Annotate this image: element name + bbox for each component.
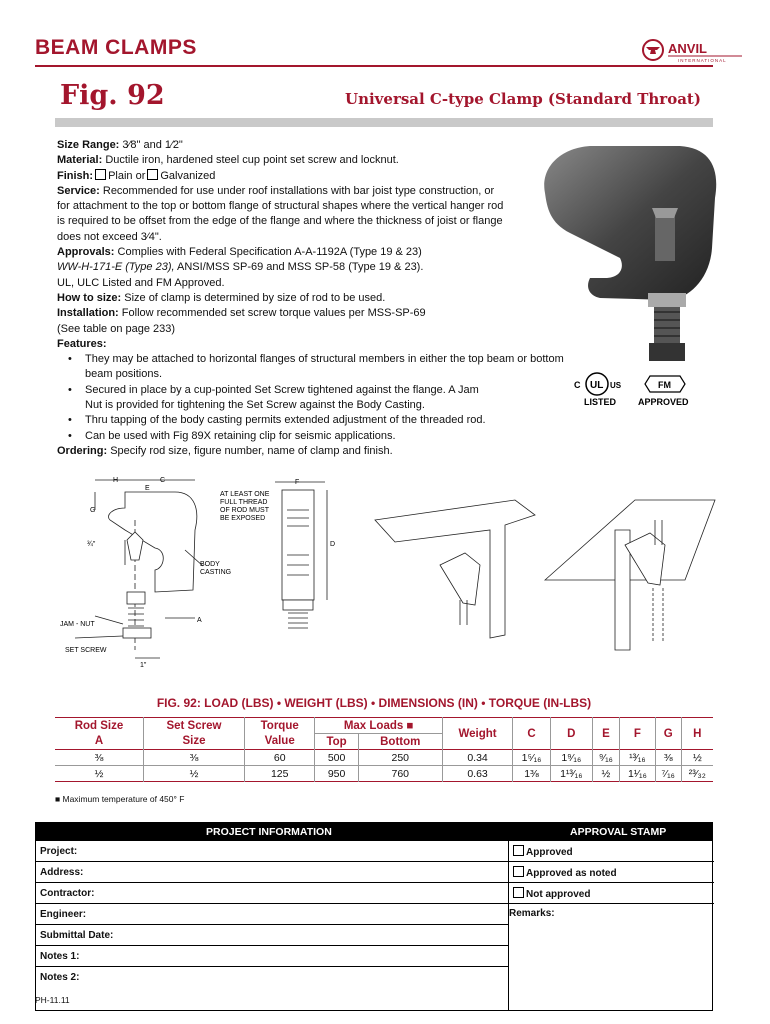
approved-as-noted-option[interactable] xyxy=(509,862,714,883)
header-set-screw: Set Screw xyxy=(143,718,244,734)
cert-c: C xyxy=(574,380,581,390)
notes-1-field[interactable]: Notes 1: xyxy=(36,946,508,967)
clamp-photo xyxy=(530,128,730,368)
material-label: Material: xyxy=(57,154,103,167)
product-subtitle: Universal C-type Clamp (Standard Throat) xyxy=(345,90,701,108)
installation-value: Follow recommended set screw torque values per MSS-SP-69 xyxy=(121,307,426,320)
contractor-field[interactable]: Contractor: xyxy=(36,883,508,904)
approved-label: Approved xyxy=(526,847,573,858)
table-cell: 0.34 xyxy=(442,750,513,766)
howto-value: Size of clamp is determined by size of rod to be used. xyxy=(124,291,386,304)
approval-stamp-title: APPROVAL STAMP xyxy=(570,826,667,838)
features-label: Features: xyxy=(57,337,107,350)
header-top: Top xyxy=(315,734,358,750)
project-info-title: PROJECT INFORMATION xyxy=(206,826,332,838)
address-field[interactable]: Address: xyxy=(36,862,508,883)
body-label-2: CASTING xyxy=(200,569,232,576)
body-label-1: BODY xyxy=(200,561,220,568)
feature-item: • They may be attached to horizontal flanges of structural members in either the top beam or bottom beam positions. xyxy=(57,352,567,383)
feature-item: • Secured in place by a cup-pointed Set Screw tightened against the flange. A Jam Nut is provided for tightening the Set Screw against the Body Casting. xyxy=(57,383,497,414)
logo-subtext: INTERNATIONAL xyxy=(678,58,727,63)
header-rod-size: Rod Size xyxy=(74,719,124,732)
not-approved-checkbox[interactable] xyxy=(513,887,524,898)
cert-fm: FM xyxy=(658,380,671,390)
approvals-line2: ANSI/MSS SP-69 and MSS SP-58 (Type 19 & 23). xyxy=(177,261,424,274)
header-torque: Torque xyxy=(244,718,315,734)
table-cell: 0.63 xyxy=(442,766,513,782)
table-cell: ²³⁄₃₂ xyxy=(681,766,713,782)
header-h: H xyxy=(681,718,713,750)
thread-note: AT LEAST ONE xyxy=(220,491,270,498)
finish-galvanized: Galvanized xyxy=(160,169,216,182)
thread-note: OF ROD MUST xyxy=(220,507,269,514)
approved-as-noted-label: Approved as noted xyxy=(526,868,617,879)
galvanized-checkbox[interactable] xyxy=(147,169,158,180)
figure-title: Fig. 92 xyxy=(60,80,165,111)
installation-label: Installation: xyxy=(57,307,119,320)
thread-note: BE EXPOSED xyxy=(220,515,266,522)
remarks-field[interactable]: Remarks: xyxy=(509,908,555,919)
approvals-spec-italic: WW-H-171-E (Type 23), xyxy=(57,261,175,274)
approval-stamp-column xyxy=(508,841,714,1010)
dim-three-quarter: ¾" xyxy=(87,541,96,548)
logo-text: ANVIL xyxy=(668,41,707,56)
table-row xyxy=(55,766,713,782)
header-size: Size xyxy=(143,734,244,750)
header-c: C xyxy=(513,718,550,750)
approvals-line3: UL, ULC Listed and FM Approved. xyxy=(57,276,225,289)
table-cell: ⅜ xyxy=(94,751,104,764)
table-title: FIG. 92: LOAD (LBS) • WEIGHT (LBS) • DIMENSIONS (IN) • TORQUE (IN-LBS) xyxy=(156,696,592,710)
table-cell: ½ xyxy=(143,766,244,782)
header-e: E xyxy=(592,718,619,750)
project-information-form xyxy=(35,822,713,1011)
approved-as-noted-checkbox[interactable] xyxy=(513,866,524,877)
howto-label: How to size: xyxy=(57,291,122,304)
ordering-value: Specify rod size, figure number, name of clamp and finish. xyxy=(110,444,393,457)
table-cell: ⁹⁄₁₆ xyxy=(592,750,619,766)
project-field[interactable]: Project: xyxy=(36,841,508,862)
dim-a: A xyxy=(197,617,202,624)
specification-block xyxy=(57,138,567,459)
notes-2-field[interactable]: Notes 2: xyxy=(40,972,80,983)
engineer-field[interactable]: Engineer: xyxy=(36,904,508,925)
service-value: Recommended for use under roof installations with bar joist type construction, or for attachment to the top or bottom flange of structural shapes where the vertical hanger rod is required to be offset from the edge of the flange and where the thickness of joist or flange does not exceed 3⁄4". xyxy=(57,184,504,243)
anvil-logo xyxy=(642,38,744,64)
table-row xyxy=(55,750,713,766)
temperature-note: ■ Maximum temperature of 450° F xyxy=(55,794,185,804)
approved-option[interactable] xyxy=(509,841,714,862)
dimensions-table xyxy=(55,717,713,782)
header-rod-a: A xyxy=(94,735,104,748)
header-value: Value xyxy=(244,734,315,750)
ordering-label: Ordering: xyxy=(57,444,108,457)
cert-ul: UL xyxy=(590,380,604,391)
technical-drawings xyxy=(35,470,735,690)
certification-marks xyxy=(562,370,702,416)
approved-checkbox[interactable] xyxy=(513,845,524,856)
size-label: Size Range: xyxy=(57,139,120,151)
service-label: Service: xyxy=(57,184,100,197)
header-bottom: Bottom xyxy=(358,734,442,750)
table-cell: 500 xyxy=(315,750,358,766)
thread-note: FULL THREAD xyxy=(220,499,268,506)
header-g: G xyxy=(655,718,681,750)
cert-listed: LISTED xyxy=(584,397,617,407)
finish-label: Finish: xyxy=(57,169,94,182)
project-header xyxy=(36,823,712,841)
plain-checkbox[interactable] xyxy=(95,169,106,180)
feature-item: • Can be used with Fig 89X retaining clip for seismic applications. xyxy=(57,429,567,444)
table-cell: 950 xyxy=(315,766,358,782)
table-cell: 250 xyxy=(358,750,442,766)
dim-d: D xyxy=(330,541,336,548)
dim-c: C xyxy=(160,477,166,484)
dim-g: G xyxy=(90,507,96,514)
section-title: BEAM CLAMPS xyxy=(35,36,197,59)
header-max-loads: Max Loads ■ xyxy=(315,718,442,734)
dim-one-inch: 1" xyxy=(140,662,147,669)
installation-line2: (See table on page 233) xyxy=(57,322,176,335)
title-rule xyxy=(35,65,713,67)
table-cell: 125 xyxy=(244,766,315,782)
table-cell: ⅜ xyxy=(143,750,244,766)
jam-nut-label: JAM - NUT xyxy=(60,621,95,628)
table-cell: ¹³⁄₁₆ xyxy=(619,750,655,766)
finish-plain: Plain or xyxy=(108,169,146,182)
table-cell: 1⁵⁄₁₆ xyxy=(513,750,550,766)
header-weight: Weight xyxy=(442,718,513,750)
dim-f: F xyxy=(295,479,300,486)
table-cell: ½ xyxy=(94,767,104,780)
submittal-date-field[interactable]: Submittal Date: xyxy=(36,925,508,946)
table-cell: 1⁹⁄₁₆ xyxy=(550,750,592,766)
feature-item: • Thru tapping of the body casting permits extended adjustment of the threaded rod. xyxy=(57,413,567,428)
approvals-value: Complies with Federal Specification A-A-1192A (Type 19 & 23) xyxy=(117,246,422,259)
table-cell: ½ xyxy=(681,750,713,766)
table-cell: ⁷⁄₁₆ xyxy=(655,766,681,782)
size-value: 3⁄8" and 1⁄2" xyxy=(122,139,183,151)
table-cell: ½ xyxy=(592,766,619,782)
header-f: F xyxy=(619,718,655,750)
page-number: PH-11.11 xyxy=(35,995,70,1005)
table-cell: ⅜ xyxy=(655,750,681,766)
table-cell: 60 xyxy=(244,750,315,766)
material-value: Ductile iron, hardened steel cup point set screw and locknut. xyxy=(105,154,399,167)
not-approved-option[interactable] xyxy=(509,883,714,904)
approvals-label: Approvals: xyxy=(57,246,115,259)
header-d: D xyxy=(550,718,592,750)
table-cell: 1¹³⁄₁₆ xyxy=(550,766,592,782)
dim-h: H xyxy=(113,477,119,484)
divider-bar xyxy=(55,118,713,127)
table-cell: 760 xyxy=(358,766,442,782)
table-cell: 1¹⁄₁₆ xyxy=(619,766,655,782)
not-approved-label: Not approved xyxy=(526,889,591,900)
cert-approved: APPROVED xyxy=(638,397,689,407)
dim-e: E xyxy=(145,485,150,492)
set-screw-label: SET SCREW xyxy=(65,647,107,654)
table-cell: 1⅜ xyxy=(513,766,550,782)
cert-us: US xyxy=(610,381,622,390)
